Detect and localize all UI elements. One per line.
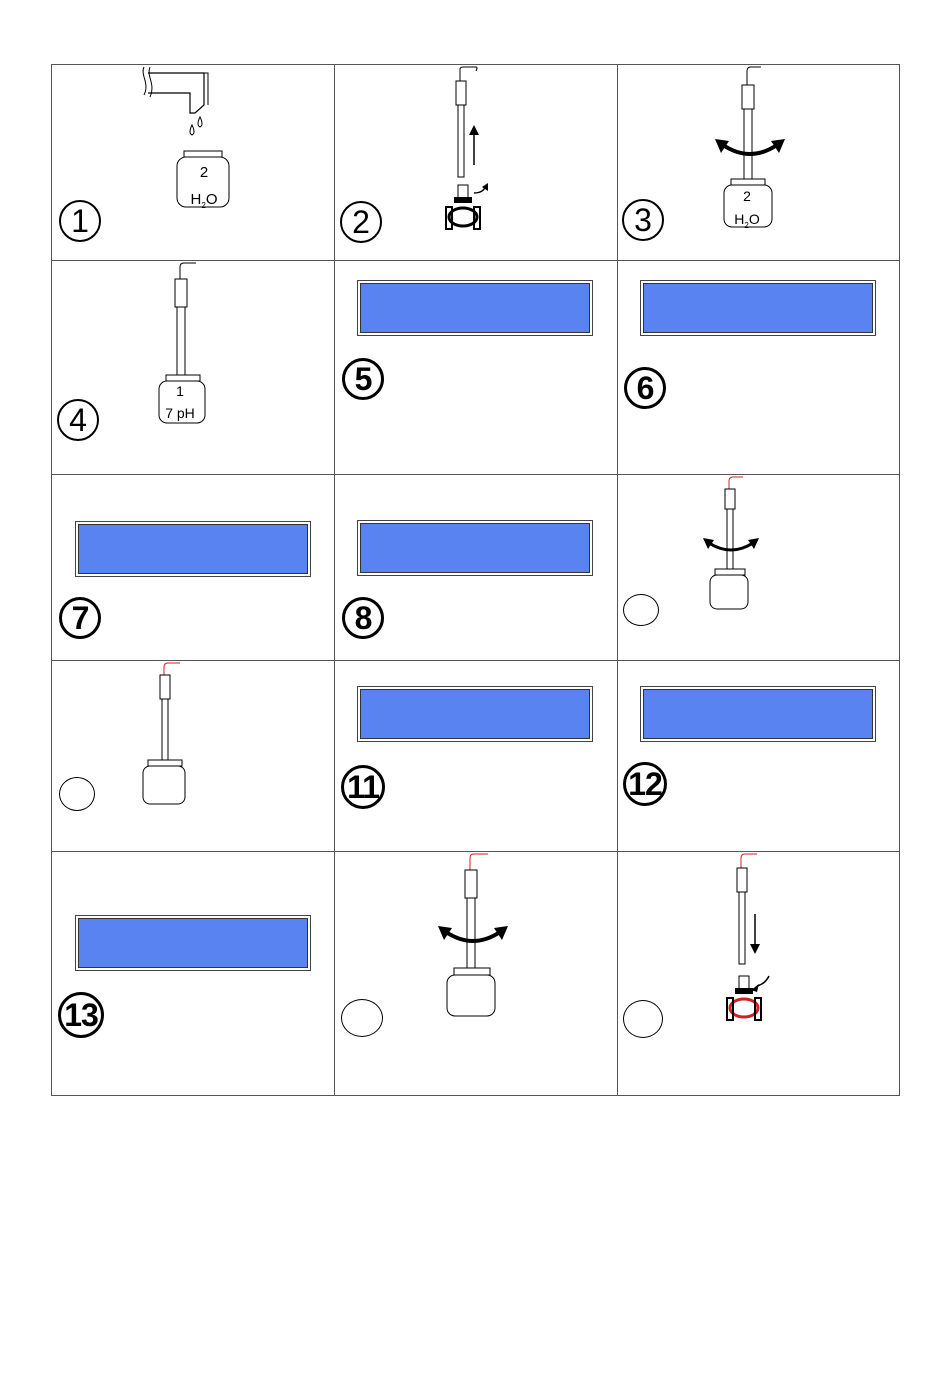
bottle-number: 1 bbox=[176, 383, 184, 399]
step-number-10 bbox=[59, 777, 95, 811]
electrode-icon bbox=[723, 475, 763, 575]
electrode-icon bbox=[174, 261, 214, 381]
step-cell-6 bbox=[617, 261, 899, 473]
step-number-15 bbox=[623, 1000, 663, 1038]
step-number-2: 2 bbox=[340, 201, 382, 243]
tap-icon bbox=[140, 65, 220, 140]
step-cell-8 bbox=[334, 475, 615, 659]
electrode-icon bbox=[158, 661, 198, 771]
pipe-holder-icon bbox=[444, 183, 504, 239]
step-number-6: 6 bbox=[624, 367, 666, 409]
electrode-icon bbox=[464, 852, 504, 976]
step-cell-7 bbox=[52, 475, 333, 659]
step-number-14 bbox=[341, 999, 383, 1037]
lcd-display bbox=[640, 686, 876, 742]
step-cell-15 bbox=[617, 852, 899, 1095]
step-cell-3 bbox=[617, 65, 899, 259]
lcd-display bbox=[357, 686, 593, 742]
step-cell-2 bbox=[334, 65, 615, 259]
shake-arrow-icon bbox=[703, 535, 759, 555]
step-number-9 bbox=[623, 594, 659, 626]
step-number-12: 12 bbox=[623, 762, 667, 806]
shake-arrow-icon bbox=[715, 135, 785, 159]
step-number-5: 5 bbox=[342, 358, 384, 400]
lcd-display bbox=[357, 520, 593, 576]
step-cell-12 bbox=[617, 661, 899, 850]
arrow-down-icon bbox=[749, 914, 761, 954]
lcd-display bbox=[357, 280, 593, 336]
bottle-number: 2 bbox=[743, 188, 751, 204]
step-number-8: 8 bbox=[342, 597, 384, 639]
bottle-icon bbox=[709, 569, 751, 611]
lcd-display bbox=[75, 521, 311, 577]
step-cell-14 bbox=[334, 852, 615, 1095]
step-cell-9 bbox=[617, 475, 899, 659]
step-cell-11 bbox=[334, 661, 615, 850]
step-number-7: 7 bbox=[59, 597, 101, 639]
step-cell-10 bbox=[52, 661, 333, 850]
pipe-holder-icon bbox=[725, 974, 785, 1030]
step-number-1: 1 bbox=[59, 200, 101, 242]
step-number-4: 4 bbox=[57, 399, 99, 441]
step-cell-4 bbox=[52, 261, 333, 473]
bottle-icon bbox=[446, 968, 498, 1018]
shake-arrow-icon bbox=[438, 922, 508, 946]
bottle-content: $H_2O$ bbox=[734, 211, 760, 230]
lcd-display bbox=[75, 915, 311, 971]
lcd-display bbox=[640, 280, 876, 336]
step-number-11: 11 bbox=[341, 765, 385, 809]
step-number-3: 3 bbox=[622, 199, 664, 241]
step-number-13: 13 bbox=[58, 992, 104, 1038]
step-cell-1 bbox=[52, 65, 333, 259]
bottle-content: 7 pH bbox=[165, 405, 195, 421]
electrode-icon bbox=[739, 65, 779, 185]
step-cell-5 bbox=[334, 261, 615, 473]
arrow-up-icon bbox=[468, 125, 480, 165]
bottle-number: 2 bbox=[199, 164, 209, 181]
bottle-icon bbox=[142, 760, 188, 806]
step-cell-13 bbox=[52, 852, 333, 1095]
bottle-content: $H_2O$ bbox=[190, 191, 218, 210]
